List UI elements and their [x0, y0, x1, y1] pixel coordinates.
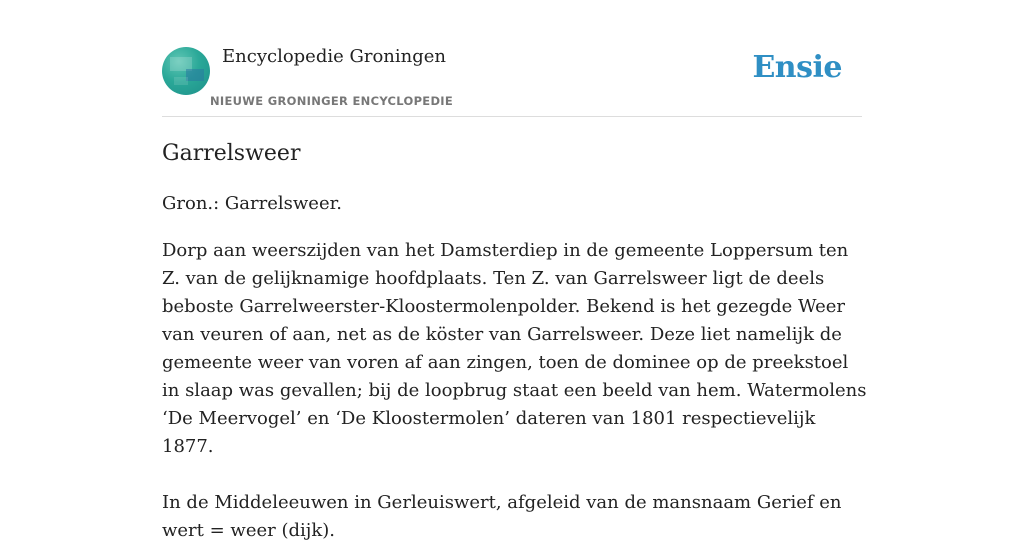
article-paragraph: In de Middeleeuwen in Gerleuiswert, afgeleid van de mansnaam Gerief en wert = weer (dijk). — [162, 492, 842, 541]
article-alias: Gron.: Garrelsweer. — [162, 193, 342, 214]
brand-logo-link[interactable]: Ensie — [752, 50, 842, 85]
page-title: Garrelsweer — [162, 141, 301, 166]
site-logo-avatar[interactable] — [162, 47, 210, 95]
site-subtitle: NIEUWE GRONINGER ENCYCLOPEDIE — [210, 94, 454, 108]
article-paragraph: Dorp aan weerszijden van het Damsterdiep in de gemeente Loppersum ten Z. van de gelijknamige hoofdplaats. Ten Z. van Garrelsweer ligt de deels beboste Garrelweerster-Kloostermolenpolder. Bekend is het gezegde Weer van veuren of aan, net as de köster van Garrelsweer. Deze liet namelijk de gemeente weer van voren af aan zingen, toen de dominee op de preekstoel in slaap was gevallen; bij de loopbrug staat een beeld van hem. Watermolens ‘De Meervogel’ en ‘De Kloostermolen’ dateren van 1801 respectievelijk 1877. — [162, 240, 867, 457]
article — [162, 138, 867, 545]
site-title-link[interactable]: Encyclopedie Groningen — [222, 46, 447, 67]
site-header — [162, 44, 862, 117]
